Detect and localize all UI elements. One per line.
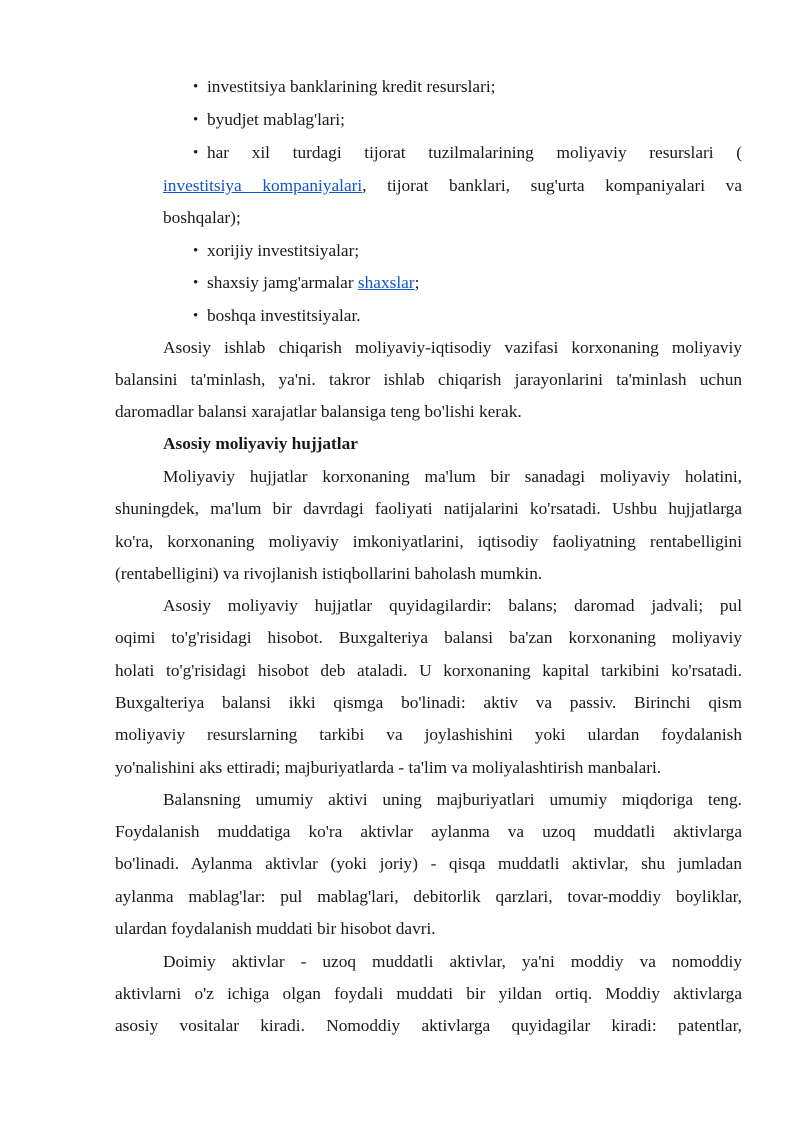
paragraph-line: Doimiy aktivlar - uzoq muddatli aktivlar, ya'ni moddiy va nomoddiy xyxy=(163,952,742,971)
list-item: • xorijiy investitsiyalar; xyxy=(207,235,742,267)
investment-companies-link[interactable]: investitsiya kompaniyalari xyxy=(163,176,363,195)
paragraph-line: Asosiy ishlab chiqarish moliyaviy-iqtisodiy vazifasi korxonaning moliyaviy xyxy=(163,338,742,357)
paragraph-line: Balansning umumiy aktivi uning majburiyatlari umumiy miqdoriga teng. xyxy=(163,790,742,809)
paragraph-line: aylanma mablag'lar: pul mablag'lari, debitorlik qarzlari, tovar-moddiy boyliklar, xyxy=(115,887,742,906)
paragraph-line: holati to'g'risidagi hisobot deb ataladi. U korxonaning kapital tarkibini ko'rsatadi. xyxy=(115,661,742,680)
list-item: • investitsiya banklarining kredit resurslari; xyxy=(207,71,742,103)
list-item: • byudjet mablag'lari; xyxy=(207,104,742,136)
paragraph-line: moliyaviy resurslarning tarkibi va joylashishini yoki ulardan foydalanish xyxy=(115,725,742,744)
paragraph-line: oqimi to'g'risidagi hisobot. Buxgalteriya balansi ba'zan korxonaning moliyaviy xyxy=(115,628,742,647)
section-heading: Asosiy moliyaviy hujjatlar xyxy=(163,434,358,453)
list-item: • shaxsiy jamg'armalar shaxslar; xyxy=(207,267,742,299)
list-item: • har xil turdagi tijorat tuzilmalarining moliyaviy resurslari ( xyxy=(207,137,742,169)
individuals-link[interactable]: shaxslar xyxy=(357,273,415,292)
paragraph-line: ulardan foydalanish muddati bir hisobot davri. xyxy=(115,919,436,938)
paragraph-line: yo'nalishini aks ettiradi; majburiyatlarda - ta'lim va moliyalashtirish manbalari. xyxy=(115,758,662,777)
bullet-icon: • xyxy=(193,275,199,291)
paragraph-line: aktivlarni o'z ichiga olgan foydali muddati bir yildan ortiq. Moddiy aktivlarga xyxy=(115,984,742,1003)
bullet-icon: • xyxy=(193,308,199,324)
paragraph-line: Foydalanish muddatiga ko'ra aktivlar aylanma va uzoq muddatli aktivlarga xyxy=(115,822,742,841)
list-item-continuation: investitsiya kompaniyalari, tijorat banklari, sug'urta kompaniyalari va xyxy=(163,176,742,195)
paragraph-line: Asosiy moliyaviy hujjatlar quyidagilardir: balans; daromad jadvali; pul xyxy=(163,596,742,615)
paragraph-line: asosiy vositalar kiradi. Nomoddiy aktivlarga quyidagilar kiradi: patentlar, xyxy=(115,1016,742,1035)
list-item: • boshqa investitsiyalar. xyxy=(207,300,742,332)
paragraph-line: balansini ta'minlash, ya'ni. takror ishlab chiqarish jarayonlarini ta'minlash uchun xyxy=(115,370,742,389)
paragraph-line: Buxgalteriya balansi ikki qismga bo'linadi: aktiv va passiv. Birinchi qism xyxy=(115,693,742,712)
paragraph-line: ko'ra, korxonaning moliyaviy imkoniyatlarini, iqtisodiy faoliyatning rentabelligini xyxy=(115,532,742,551)
bullet-icon: • xyxy=(193,112,199,128)
bullet-icon: • xyxy=(193,243,199,259)
paragraph-line: shuningdek, ma'lum bir davrdagi faoliyati natijalarini ko'rsatadi. Ushbu hujjatlarga xyxy=(115,499,742,518)
paragraph-line: daromadlar balansi xarajatlar balansiga teng bo'lishi kerak. xyxy=(115,402,522,421)
paragraph-line: (rentabelligini) va rivojlanish istiqbollarini baholash mumkin. xyxy=(115,564,543,583)
bullet-icon: • xyxy=(193,79,199,95)
paragraph-line: bo'linadi. Aylanma aktivlar (yoki joriy) - qisqa muddatli aktivlar, shu jumladan xyxy=(115,854,742,873)
paragraph-line: Moliyaviy hujjatlar korxonaning ma'lum bir sanadagi moliyaviy holatini, xyxy=(163,467,742,486)
list-item-continuation: boshqalar); xyxy=(163,208,241,227)
bullet-icon: • xyxy=(193,145,199,161)
